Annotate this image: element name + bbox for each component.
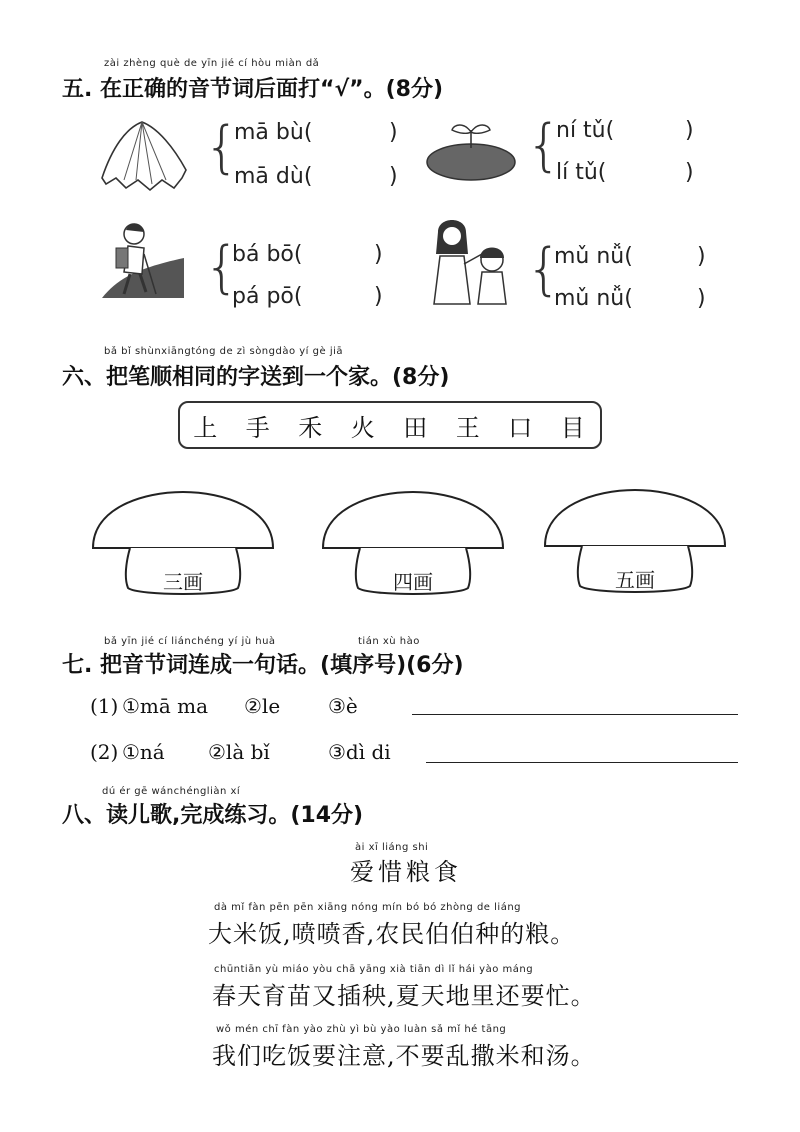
soil-sprout-illustration — [424, 118, 518, 184]
poem-line3: 我们吃饭要注意,不要乱撒米和汤。 — [212, 1042, 596, 1070]
s5-item2-a: ní tǔ( — [556, 118, 615, 143]
s5-item3-b-close: ) — [374, 284, 383, 309]
q7-2-opt3: ③dì di — [328, 740, 391, 764]
char-5[interactable]: 田 — [403, 413, 430, 442]
poem-line3-pinyin: wǒ mén chī fàn yào zhù yì bù yào luàn sǎ mǐ hé tāng — [216, 1024, 507, 1035]
q7-1-opt3: ③è — [328, 694, 358, 718]
s6-pinyin: bǎ bǐ shùnxiāngtóng de zì sòngdào yí gè jiā — [104, 346, 344, 357]
s5-item3-a: bá bō( — [232, 242, 303, 267]
s5-item1-b-close: ) — [389, 164, 398, 189]
char-2[interactable]: 手 — [245, 413, 272, 442]
poem-line1-pinyin: dà mǐ fàn pēn pēn xiāng nóng mín bó bó zhòng de liáng — [214, 902, 522, 913]
s5-title: 五. 在正确的音节词后面打“√”。(8分) — [62, 77, 444, 102]
char-1[interactable]: 上 — [193, 413, 220, 442]
s5-item4-b: mǔ nǚ( — [554, 286, 633, 311]
poem-title: 爱惜粮食 — [350, 858, 462, 886]
q7-2-answer-line[interactable] — [426, 762, 738, 763]
s5-item1-a-close: ) — [389, 120, 398, 145]
char-3[interactable]: 禾 — [298, 413, 325, 442]
char-6[interactable]: 王 — [455, 413, 482, 442]
q7-2-opt2: ②là bǐ — [208, 740, 270, 764]
s5-item3-b: pá pō( — [232, 284, 303, 309]
poem-line1: 大米饭,喷喷香,农民伯伯种的粮。 — [208, 920, 576, 948]
s8-pinyin: dú ér gē wánchéngliàn xí — [102, 786, 241, 797]
char-7[interactable]: 口 — [508, 413, 535, 442]
hiker-illustration — [98, 218, 188, 304]
s5-item2-a-close: ) — [685, 118, 694, 143]
poem-line2: 春天育苗又插秧,夏天地里还要忙。 — [212, 982, 596, 1010]
s5-item2-b-close: ) — [685, 160, 694, 185]
s5-item1-b: mā dù( — [234, 164, 313, 189]
s6-title: 六、把笔顺相同的字送到一个家。(8分) — [62, 365, 450, 390]
s5-item3-a-close: ) — [374, 242, 383, 267]
s5-item4-a: mǔ nǚ( — [554, 244, 633, 269]
q7-1-num: (1) — [90, 694, 119, 718]
s5-brace-3: { — [204, 235, 240, 300]
s7-pinyin-a: bǎ yīn jié cí liánchéng yí jù huà — [104, 636, 276, 647]
s7-pinyin-b: tián xù hào — [358, 636, 420, 647]
s5-item4-b-close: ) — [697, 286, 706, 311]
s8-title: 八、读儿歌,完成练习。(14分) — [62, 803, 364, 828]
tablecloth-illustration — [96, 118, 188, 196]
s5-brace-4: { — [526, 237, 562, 302]
poem-line2-pinyin: chūntiān yù miáo yòu chā yāng xià tiān dì lǐ hái yào máng — [214, 964, 534, 975]
char-8[interactable]: 目 — [560, 413, 587, 442]
q7-2-num: (2) — [90, 740, 119, 764]
q7-1-opt1: ①mā ma — [122, 694, 209, 718]
s5-item1-a: mā bù( — [234, 120, 313, 145]
q7-2-opt1: ①ná — [122, 740, 165, 764]
s5-brace-2: { — [526, 113, 562, 178]
char-4[interactable]: 火 — [350, 413, 377, 442]
character-box — [178, 401, 602, 449]
s5-brace-1: { — [204, 115, 240, 180]
s5-pinyin: zài zhèng què de yīn jié cí hòu miàn dǎ — [104, 58, 320, 69]
poem-title-pinyin: ài xī liáng shi — [355, 842, 429, 853]
s7-title: 七. 把音节词连成一句话。(填序号)(6分) — [62, 653, 464, 678]
house-label-5: 五画 — [615, 568, 655, 592]
mother-daughter-illustration — [428, 214, 518, 308]
house-label-4: 四画 — [393, 570, 433, 594]
s5-item4-a-close: ) — [697, 244, 706, 269]
q7-1-answer-line[interactable] — [412, 714, 738, 715]
house-label-3: 三画 — [163, 570, 203, 594]
q7-1-opt2: ②le — [244, 694, 281, 718]
s5-item2-b: lí tǔ( — [556, 160, 607, 185]
